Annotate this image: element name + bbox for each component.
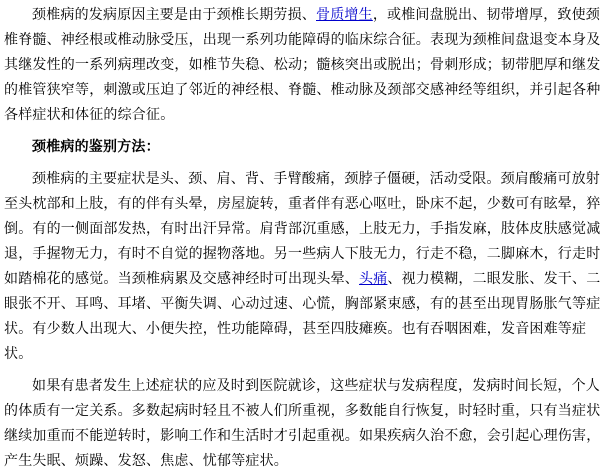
section-heading: 颈椎病的鉴别方法： [32, 140, 160, 155]
paragraph-cause-text-post: ，或椎间盘脱出、韧带增厚，致使颈椎脊髓、神经根或椎动脉受压，出现一系列功能障碍的临床综合征。表现为颈椎间盘退变本身及其继发性的一系列病理改变，如椎节失稳、松动；髓核突出或脱出；骨刺形成；韧带肥厚和继发的椎管狭窄等，刺激或压迫了邻近的神经根、脊髓、椎动脉及颈部交感神经等组织，并引起各种各样症状和体征的综合征。 [4, 8, 601, 123]
paragraph-symptoms-text-pre: 颈椎病的主要症状是头、颈、肩、背、手臂酸痛，颈脖子僵硬，活动受限。颈肩酸痛可放射至头枕部和上肢，有的伴有头晕，房屋旋转，重者伴有恶心呕吐，卧床不起，少数可有眩晕，猝倒。有的一侧面部发热，有时出汗异常。肩背部沉重感，上肢无力，手指发麻，肢体皮肤感觉减退，手握物无力，有时不自觉的握物落地。另一些病人下肢无力，行走不稳，二脚麻木，行走时如踏棉花的感觉。当颈椎病累及交感神经时可出现头晕、 [4, 172, 601, 287]
link-bone-hyperplasia[interactable]: 骨质增生 [316, 8, 373, 23]
paragraph-cause [4, 3, 601, 128]
paragraph-symptoms [4, 167, 601, 367]
paragraph-cause-text-pre: 颈椎病的发病原因主要是由于颈椎长期劳损、 [32, 8, 316, 23]
link-headache[interactable]: 头痛 [359, 272, 388, 287]
paragraph-advice: 如果有患者发生上述症状的应及时到医院就诊，这些症状与发病程度，发病时间长短，个人的体质有一定关系。多数起病时轻且不被人们所重视，多数能自行恢复，时轻时重，只有当症状继续加重而不能逆转时，影响工作和生活时才引起重视。如果疾病久治不愈，会引起心理伤害，产生失眠、烦躁、发怒、焦虑、忧郁等症状。 [4, 379, 601, 469]
paragraph-symptoms-text-post: 、视力模糊，二眼发胀、发干、二眼张不开、耳鸣、耳堵、平衡失调、心动过速、心慌，胸部紧束感，有的甚至出现胃肠胀气等症状。有少数人出现大、小便失控，性功能障碍，甚至四肢瘫痪。也有吞咽困难，发音困难等症状。 [4, 272, 601, 362]
